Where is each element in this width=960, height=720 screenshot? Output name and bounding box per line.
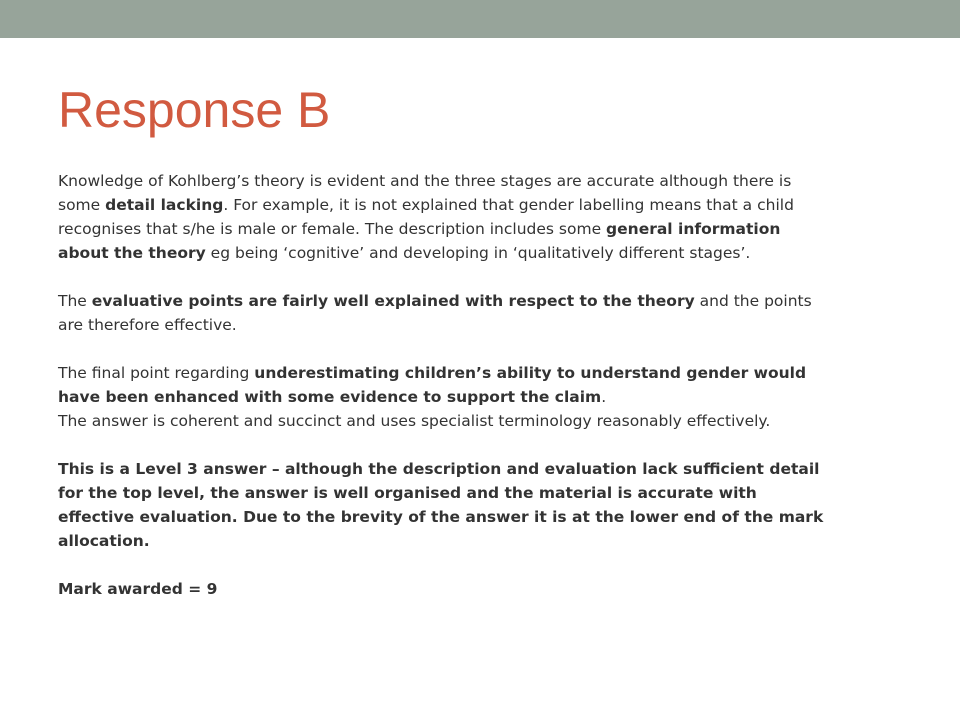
evaluation-text-1: The bbox=[58, 292, 92, 310]
slide-title: Response B bbox=[58, 82, 331, 138]
final-point-text-1: The final point regarding bbox=[58, 364, 255, 382]
knowledge-bold-1: detail lacking bbox=[105, 196, 224, 214]
coherence-paragraph: The answer is coherent and succinct and uses specialist terminology reasonably effectively. bbox=[58, 412, 771, 430]
evaluation-paragraph bbox=[58, 289, 828, 337]
knowledge-bold-2: general information about the theory bbox=[58, 220, 781, 262]
top-accent-bar bbox=[0, 0, 960, 38]
mark-awarded bbox=[58, 577, 828, 601]
evaluation-bold: evaluative points are fairly well explained with respect to the theory bbox=[91, 292, 695, 310]
knowledge-text-1: Knowledge of Kohlberg’s theory is evident and the three stages are accurate although there is some bbox=[58, 172, 792, 214]
level-verdict-text: This is a Level 3 answer – although the description and evaluation lack sufficient detail for the top level, the answer is well organised and the material is accurate with effective evaluation. Due to the brevity of the answer it is at the lower end of the mark allocation. bbox=[58, 460, 824, 550]
final-point-paragraph bbox=[58, 361, 828, 409]
final-point-text-2: . bbox=[601, 388, 607, 406]
mark-awarded-text: Mark awarded = 9 bbox=[58, 580, 218, 598]
final-point-bold: underestimating children’s ability to understand gender would have been enhanced with some evidence to support the claim bbox=[58, 364, 807, 406]
knowledge-text-2: . For example, it is not explained that gender labelling means that a child recognises that s/he is male or female. The description includes some bbox=[58, 196, 794, 238]
level-verdict-paragraph bbox=[58, 457, 828, 553]
slide-body bbox=[58, 169, 828, 601]
evaluation-text-2: and the points are therefore effective. bbox=[58, 292, 812, 334]
knowledge-paragraph bbox=[58, 169, 828, 265]
knowledge-text-3: eg being ‘cognitive’ and developing in ‘qualitatively different stages’. bbox=[205, 244, 751, 262]
